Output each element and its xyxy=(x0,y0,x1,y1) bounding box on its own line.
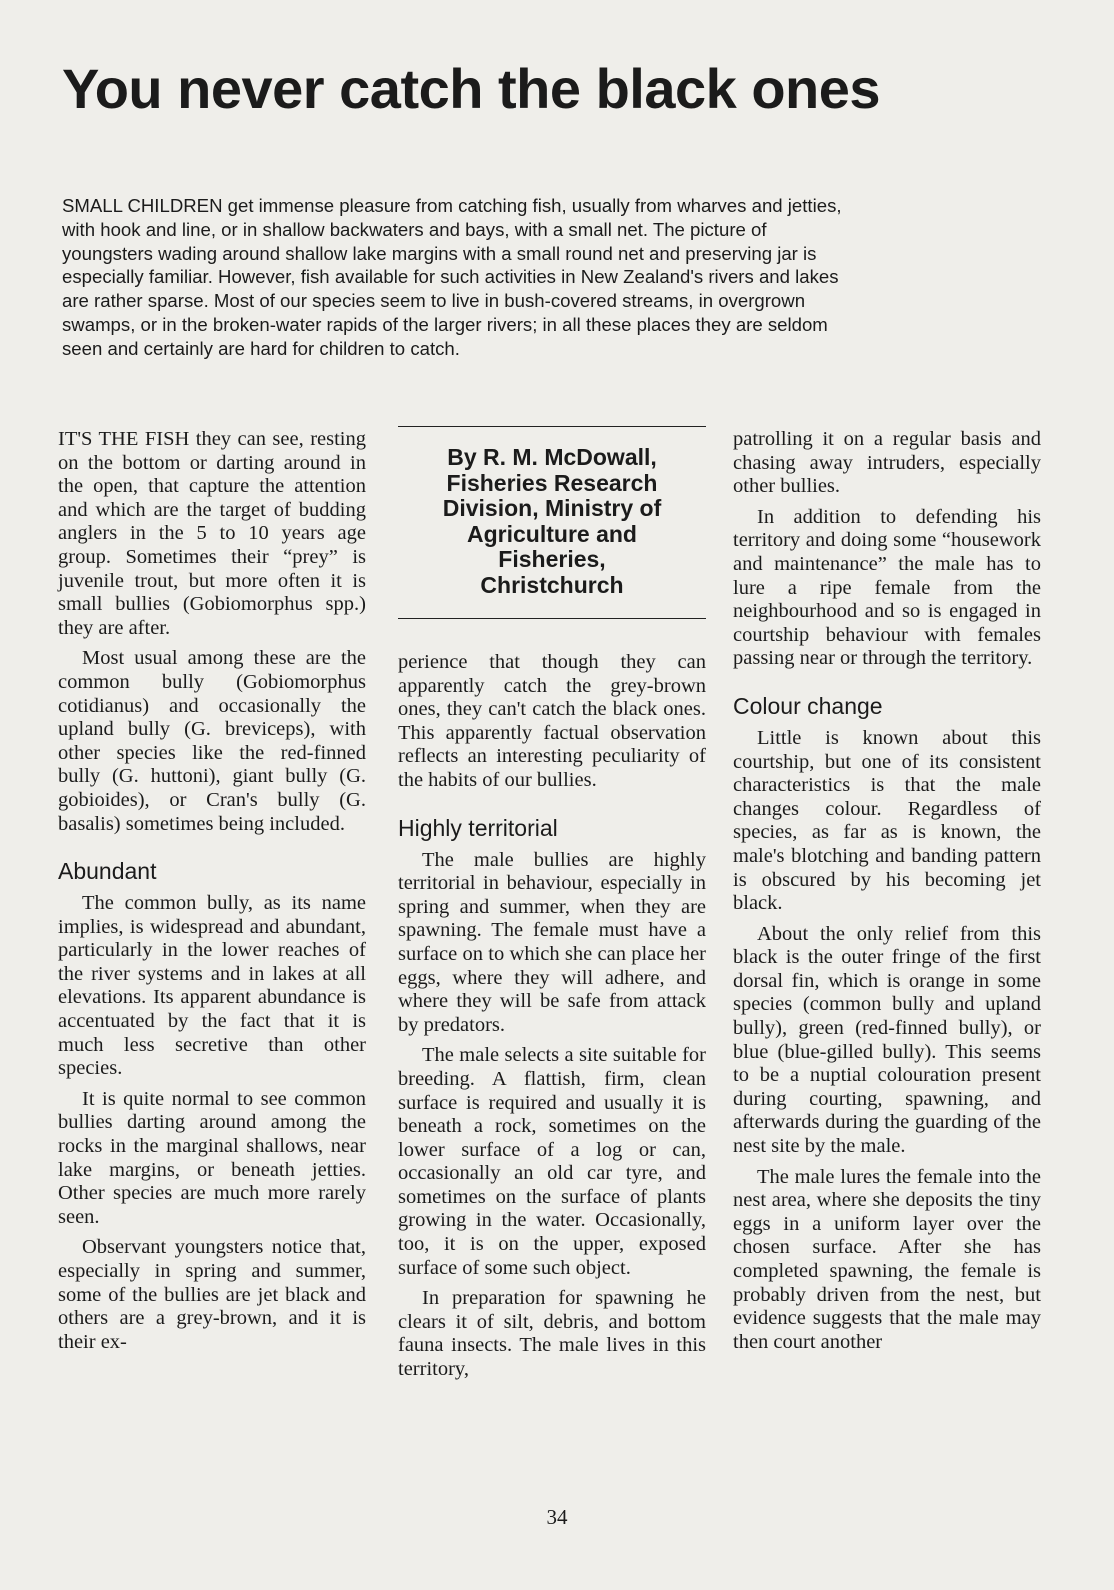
body-paragraph: Observant youngsters notice that, especially in spring and summer, some of the bullies are jet black and others are a grey-brown, and it is their ex- xyxy=(58,1236,366,1353)
body-paragraph: The common bully, as its name implies, is widespread and abundant, particularly in the lower reaches of the river systems and in lakes at all elevations. Its apparent abundance is accentuated by the fact that it is much less secretive than other species. xyxy=(58,892,366,1080)
body-paragraph: The male lures the female into the nest area, where she deposits the tiny eggs in a uniform layer over the chosen surface. After she has completed spawning, the female is probably driven from the nest, but evidence suggests that the male may then court another xyxy=(733,1165,1041,1353)
section-heading: Abundant xyxy=(58,858,157,885)
body-paragraph: perience that though they can apparently catch the grey-brown ones, they can't catch the black ones. This apparently factual observation reflects an interesting peculiarity of the habits of our bullies. xyxy=(398,651,706,791)
byline-line: By R. M. McDowall, xyxy=(447,444,657,470)
body-paragraph: The male bullies are highly territorial in behaviour, especially in spring and summer, when they are spawning. The female must have a surface on to which she can place her eggs, where they will adhere, and where they will be safe from attack by predators. xyxy=(398,848,706,1036)
column-2 xyxy=(398,428,706,1389)
body-paragraph: Most usual among these are the common bully (Gobiomorphus cotidianus) and occasionally the upland bully (G. breviceps), with other species like the red-finned bully (G. huttoni), giant bully (G. gobioides), or Cran's bully (G. basalis) sometimes being included. xyxy=(58,647,366,835)
intro-paragraph: SMALL CHILDREN get immense pleasure from catching fish, usually from wharves and jetties, with hook and line, or in shallow backwaters and bays, with a small net. The picture of youngsters wading around shallow lake margins with a small round net and preserving jar is especially familiar. However, fish available for such activities in New Zealand's rivers and lakes are rather sparse. Most of our species seem to live in bush-covered streams, in overgrown swamps, or in the broken-water rapids of the larger rivers; in all these places they are seldom seen and certainly are hard for children to catch. xyxy=(62,195,842,359)
article-title: You never catch the black ones xyxy=(62,57,881,120)
body-paragraph: It is quite normal to see common bullies darting around among the rocks in the marginal shallows, near lake margins, or beneath jetties. Other species are much more rarely seen. xyxy=(58,1087,366,1228)
body-paragraph: In preparation for spawning he clears it of silt, debris, and bottom fauna insects. The male lives in this territory, xyxy=(398,1287,706,1381)
byline-line: Christchurch xyxy=(480,571,624,598)
byline-line: Division, Ministry of xyxy=(442,495,662,521)
page-number: 34 xyxy=(546,1505,568,1529)
body-paragraph: About the only relief from this black is the outer fringe of the first dorsal fin, which is orange in some species (common bully and upland bully), green (red-finned bully), or blue (blue-gilled bully). This seems to be a nuptial colouration present during courting, spawning, and afterwards during the guarding of the nest site by the male. xyxy=(733,922,1041,1158)
body-paragraph: Little is known about this courtship, but one of its consistent characteristics is that the male changes colour. Regardless of species, as far as is known, the male's blotching and banding pattern is obscured by his becoming jet black. xyxy=(733,726,1041,915)
section-heading: Colour change xyxy=(733,692,883,719)
body-paragraph: IT'S THE FISH they can see, resting on the bottom or darting around in the open, that capture the attention and which are the target of budding anglers in the 5 to 10 years age group. Sometimes their “prey” is juvenile trout, but more often it is small bullies (Gobiomorphus spp.) they are after. xyxy=(58,428,366,639)
byline-line: Agriculture and xyxy=(467,520,637,547)
section-heading: Highly territorial xyxy=(398,814,558,841)
byline-line: Fisheries, xyxy=(498,546,606,572)
column-1 xyxy=(58,428,366,1361)
byline xyxy=(398,426,706,619)
column-3 xyxy=(733,428,1041,1361)
body-paragraph: The male selects a site suitable for breeding. A flattish, firm, clean surface is required and usually it is beneath a rock, sometimes on the lower surface of a log or can, occasionally an old car tyre, and sometimes on the surface of plants growing in the water. Occasionally, too, it is on the upper, exposed surface of some such object. xyxy=(398,1044,706,1279)
byline-line: Fisheries Research xyxy=(446,469,658,496)
body-paragraph: patrolling it on a regular basis and chasing away intruders, especially other bullies. xyxy=(733,428,1041,498)
body-paragraph: In addition to defending his territory and doing some “housework and maintenance” the male has to lure a ripe female from the neighbourhood and so is engaged in courtship behaviour with females passing near or through the territory. xyxy=(733,505,1041,670)
